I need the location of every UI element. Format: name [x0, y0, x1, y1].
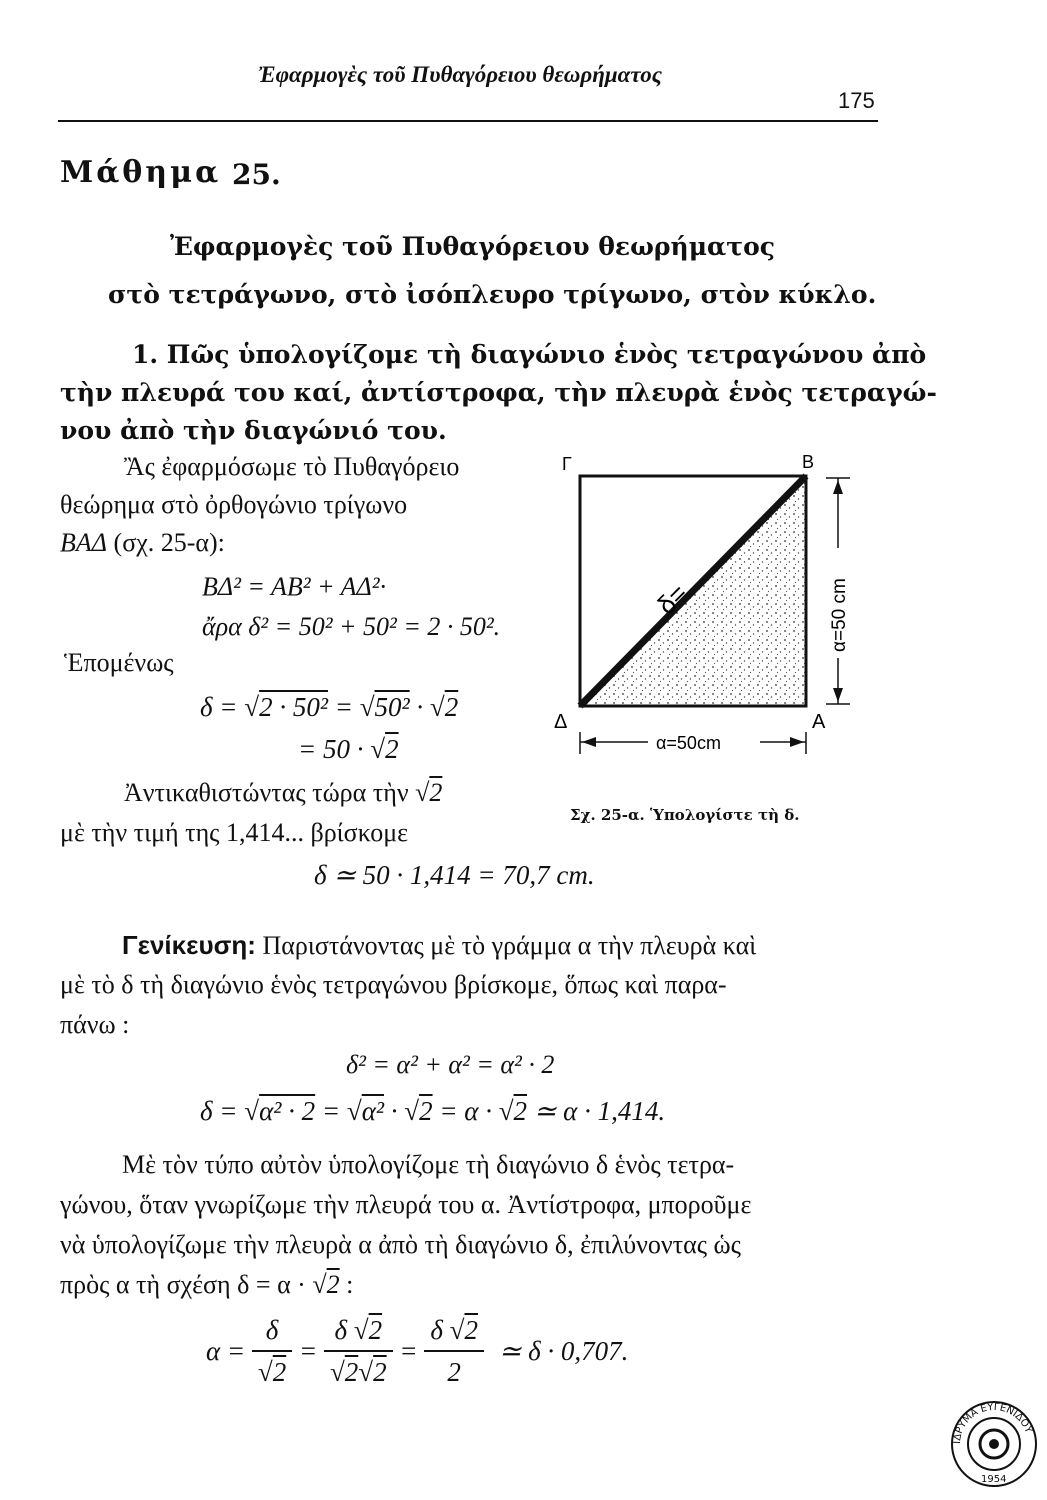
- arrow-head: [582, 737, 596, 747]
- body-text: Ἀντικαθιστώντας τώρα τὴν: [124, 778, 409, 807]
- denominator: 2: [447, 1357, 461, 1387]
- final-equation: [206, 1310, 628, 1392]
- lesson-title-line1: Ἐφαρμογὲς τοῦ Πυθαγόρειου θεωρήματος: [170, 232, 775, 261]
- equation: δ = √2 · 50² = √50² · √2: [200, 692, 459, 722]
- lesson-title-line2: στὸ τετράγωνο, στὸ ἰσόπλευρο τρίγωνο, στὸν κύκλο.: [108, 280, 877, 309]
- body-line: γώνου, ὅταν γνωρίζωμε τὴν πλευρά του α. Ἀντίστροφα, μποροῦμε: [60, 1190, 752, 1219]
- eq-part: = 50 ·: [298, 734, 371, 764]
- running-title: Ἐφαρμογὲς τοῦ Πυθαγόρειου θεωρήματος: [258, 62, 663, 87]
- radicand: 2: [272, 1357, 287, 1387]
- eq-part: ≃ α · 1,414.: [527, 1096, 666, 1126]
- body-line: Μὲ τὸν τύπο αὐτὸν ὑπολογίζομε τὴ διαγώνιο δ ἑνὸς τετρα-: [122, 1150, 735, 1179]
- lesson-label: Μάθημα: [60, 155, 222, 190]
- numerator: δ: [252, 1310, 292, 1352]
- radicand: 2: [429, 778, 443, 807]
- section-heading-line3: νου ἀπὸ τὴν διαγώνιό του.: [60, 416, 447, 445]
- eq-part: ·: [409, 692, 430, 722]
- eq-part: =: [315, 1096, 347, 1126]
- radicand: 2: [419, 1096, 433, 1126]
- stamp-year: 1954: [981, 1474, 1007, 1485]
- radicand: 2: [373, 1357, 387, 1387]
- arrow-head: [833, 480, 843, 494]
- library-stamp: [948, 1398, 1040, 1490]
- denominator: √2√2: [329, 1357, 387, 1387]
- fraction: [252, 1310, 292, 1392]
- body-line: [124, 778, 442, 808]
- body-line: μὲ τὸ δ τὴ διαγώνιο ἑνὸς τετραγώνου βρίσκομε, ὅπως καὶ παρα-: [60, 970, 727, 999]
- arrow-head: [790, 737, 804, 747]
- equation: = 50 · √2: [298, 734, 399, 764]
- body-line: νὰ ὑπολογίζωμε τὴν πλευρὰ α ἀπὸ τὴ διαγώνιο δ, ἐπιλύνοντας ὡς: [60, 1230, 741, 1259]
- sqrt-symbol: √2: [415, 778, 443, 807]
- radicand: 2 · 50²: [259, 692, 328, 722]
- triangle-name: ΒΑΔ: [60, 528, 108, 557]
- radicand: 2: [344, 1357, 359, 1387]
- generalization-label: Γενίκευση:: [122, 930, 256, 960]
- eq-part: α =: [206, 1336, 252, 1366]
- body-line: πάνω :: [60, 1010, 130, 1039]
- body-line: [122, 930, 756, 961]
- vertex-gamma: Γ: [562, 454, 572, 474]
- body-line: [60, 1270, 353, 1300]
- eq-part: δ =: [200, 692, 245, 722]
- vertex-alpha: Α: [812, 711, 826, 733]
- section-heading-line1: 1. Πῶς ὑπολογίζομε τὴ διαγώνιο ἑνὸς τετραγώνου ἀπὸ: [132, 340, 927, 369]
- vertical-side-label: α=50 cm: [829, 578, 850, 652]
- vertex-beta: Β: [802, 452, 815, 472]
- fraction: [324, 1310, 393, 1392]
- sqrt-symbol: √2: [312, 1270, 340, 1299]
- stamp-center: [989, 1439, 999, 1449]
- eq-part: = α ·: [432, 1096, 499, 1126]
- radicand: 2: [513, 1096, 528, 1126]
- diagonal-label: δ=: [651, 578, 694, 621]
- radicand: α² · 2: [259, 1096, 316, 1126]
- radicand: 2: [444, 692, 459, 722]
- radicand: α²: [361, 1096, 384, 1126]
- radicand: 50²: [374, 692, 410, 722]
- vertex-delta: Δ: [554, 711, 568, 733]
- eq-part: δ =: [200, 1096, 245, 1126]
- equation: ΒΔ² = ΑΒ² + ΑΔ²·: [202, 572, 387, 601]
- equation: ἄρα δ² = 50² + 50² = 2 · 50².: [202, 612, 501, 641]
- body-line: μὲ τὴν τιμή της 1,414... βρίσκομε: [60, 818, 409, 847]
- figure-square-diagram: [540, 440, 860, 800]
- fraction: [424, 1310, 484, 1392]
- eq-part: =: [327, 692, 360, 722]
- horizontal-side-label: α=50cm: [656, 733, 721, 753]
- page-number: 175: [838, 88, 875, 113]
- eq-part: δ: [430, 1315, 450, 1345]
- body-line: Ἂς ἐφαρμόσωμε τὸ Πυθαγόρειο: [124, 452, 460, 481]
- arrow-head: [833, 688, 843, 702]
- body-line: [60, 528, 225, 558]
- eq-part: ·: [383, 1096, 405, 1126]
- eq-part: ≃ δ · 0,707.: [498, 1336, 629, 1366]
- lesson-number: 25.: [232, 158, 281, 191]
- header-rule: [58, 120, 878, 122]
- body-line: Ἑπομένως: [64, 648, 174, 677]
- body-text: πρὸς α τὴ σχέση δ = α ·: [60, 1270, 313, 1299]
- section-heading-line2: τὴν πλευρά του καί, ἀντίστροφα, τὴν πλευρὰ ἑνὸς τετραγώ-: [60, 378, 937, 407]
- figure-caption: Σχ. 25-α. Ὑπολογίστε τὴ δ.: [570, 806, 800, 824]
- body-text: Παριστάνοντας μὲ τὸ γράμμα α τὴν πλευρὰ καὶ: [262, 931, 757, 960]
- result-equation: δ ≃ 50 · 1,414 = 70,7 cm.: [314, 860, 595, 890]
- numerator: δ √2: [324, 1310, 393, 1352]
- numerator: δ √2: [424, 1310, 484, 1352]
- denominator: √2: [257, 1357, 287, 1387]
- stamp-text: ΙΔΡΥΜΑ ΕΥΓΕΝΙΔΟΥ: [951, 1401, 1034, 1445]
- radicand: 2: [326, 1270, 340, 1299]
- equation: δ² = α² + α² = α² · 2: [346, 1050, 555, 1079]
- equation: δ = √α² · 2 = √α² · √2 = α · √2 ≃ α · 1,414.: [200, 1096, 666, 1126]
- figure-reference: (σχ. 25-α):: [113, 528, 225, 557]
- body-line: θεώρημα στὸ ὀρθογώνιο τρίγωνο: [60, 490, 408, 519]
- eq-part: δ: [334, 1315, 354, 1345]
- radicand: 2: [385, 734, 399, 764]
- body-text: :: [339, 1270, 354, 1299]
- equals-sign: =: [298, 1336, 318, 1366]
- radicand: 2: [464, 1315, 478, 1345]
- equals-sign: =: [399, 1336, 418, 1366]
- radicand: 2: [368, 1315, 383, 1345]
